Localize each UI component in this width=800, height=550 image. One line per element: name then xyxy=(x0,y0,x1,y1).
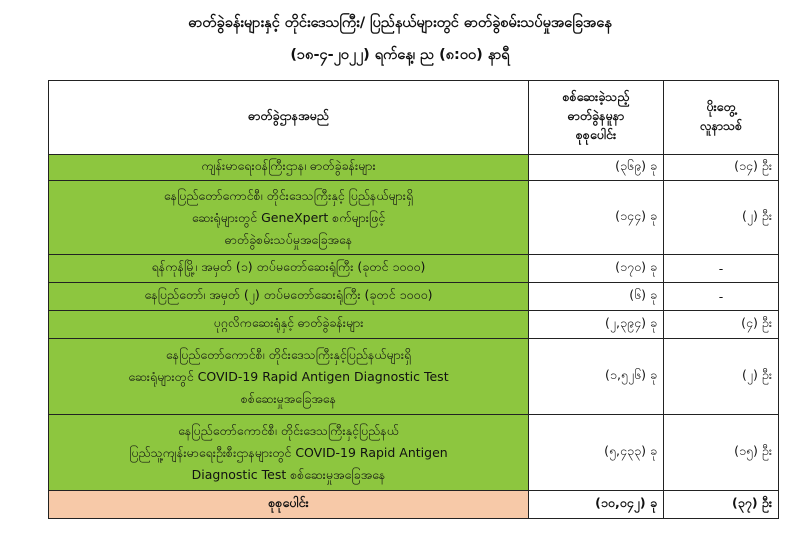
total-positive-cell: (၃၇) ဦး xyxy=(664,491,779,519)
lab-name-line: နေပြည်တော်ကောင်စီ၊ တိုင်းဒေသကြီးနှင့်ပြည်နယ်များရှိ xyxy=(165,346,412,362)
header-lab-name: ဓာတ်ခွဲဌာနအမည် xyxy=(49,81,529,155)
table-row xyxy=(49,311,779,339)
lab-name-cell xyxy=(49,181,529,255)
lab-name-line: ဆေးရုံများတွင် COVID-19 Rapid Antigen Diagnostic Test xyxy=(128,368,449,384)
lab-name-cell xyxy=(49,339,529,415)
lab-name-line: ပြည်သူ့ကျန်းမာရေးဦးစီးဌာနများတွင် COVID-19 Rapid Antigen xyxy=(129,444,448,460)
lab-name-cell: ပုဂ္ဂလိကဆေးရုံနှင့် ဓာတ်ခွဲခန်းများ xyxy=(49,311,529,339)
header-samples-line2: ဓာတ်ခွဲနမူနာ xyxy=(567,108,625,123)
header-cases-line2: လူနာသစ် xyxy=(699,117,743,133)
table-row xyxy=(49,283,779,311)
header-samples-line3: စုစုပေါင်း xyxy=(575,127,617,142)
table-row xyxy=(49,255,779,283)
testing-table xyxy=(48,80,779,519)
total-tested-cell: (၁၀,၀၄၂) ခု xyxy=(529,491,664,519)
lab-name-cell: ကျန်းမာရေးဝန်ကြီးဌာန၊ ဓာတ်ခွဲခန်းများ xyxy=(49,155,529,181)
tested-cell: (၁၇၀) ခု xyxy=(529,255,664,283)
positive-cell: - xyxy=(664,283,779,311)
header-samples-tested xyxy=(529,81,664,155)
lab-name-line: Diagnostic Test စစ်ဆေးမှုအခြေအနေ xyxy=(191,466,386,482)
positive-cell: (၄) ဦး xyxy=(664,311,779,339)
table-total-row xyxy=(49,491,779,519)
table-header-row xyxy=(49,81,779,155)
lab-name-cell xyxy=(49,415,529,491)
table-row xyxy=(49,415,779,491)
positive-cell: - xyxy=(664,255,779,283)
tested-cell: (၁,၅၂၆) ခု xyxy=(529,339,664,415)
page-subtitle-date: (၁၈-၄-၂၀၂၂) ရက်နေ့၊ ည (၈:၀၀) နာရီ xyxy=(290,47,510,63)
table-row xyxy=(49,155,779,181)
header-new-cases xyxy=(664,81,779,155)
tested-cell: (၅,၄၃၃) ခု xyxy=(529,415,664,491)
positive-cell: (၂) ဦး xyxy=(664,181,779,255)
lab-name-cell: နေပြည်တော်၊ အမှတ် (၂) တပ်မတော်ဆေးရုံကြီး (ခုတင် ၁၀၀၀) xyxy=(49,283,529,311)
lab-name-line: နေပြည်တော်ကောင်စီ၊ တိုင်းဒေသကြီးနှင့် ပြည်နယ်များရှိ xyxy=(163,187,414,203)
lab-name-line: စစ်ဆေးမှုအခြေအနေ xyxy=(240,390,337,406)
lab-name-line: ဓာတ်ခွဲစမ်းသပ်မှုအခြေအနေ xyxy=(224,231,353,247)
tested-cell: (၂,၃၉၄) ခု xyxy=(529,311,664,339)
table-row xyxy=(49,339,779,415)
total-label-cell: စုစုပေါင်း xyxy=(49,491,529,519)
positive-cell: (၁၄) ဦး xyxy=(664,155,779,181)
lab-name-line: ဆေးရုံများတွင် GeneXpert စက်များဖြင့် xyxy=(191,209,386,225)
lab-name-cell: ရန်ကုန်မြို့၊ အမှတ် (၁) တပ်မတော်ဆေးရုံကြီး (ခုတင် ၁၀၀၀) xyxy=(49,255,529,283)
tested-cell: (၃၆၉) ခု xyxy=(529,155,664,181)
tested-cell: (၆) ခု xyxy=(529,283,664,311)
header-cases-line1: ပိုးတွေ့ xyxy=(706,98,736,114)
positive-cell: (၂) ဦး xyxy=(664,339,779,415)
header-samples-line1: စစ်ဆေးခဲ့သည့် xyxy=(562,89,630,104)
table-row xyxy=(49,181,779,255)
positive-cell: (၁၅) ဦး xyxy=(664,415,779,491)
lab-name-line: နေပြည်တော်ကောင်စီ၊ တိုင်းဒေသကြီးနှင့်ပြည်နယ် xyxy=(178,422,399,438)
page-title: ဓာတ်ခွဲခန်းများနှင့် တိုင်းဒေသကြီး/ ပြည်နယ်များတွင် ဓာတ်ခွဲစမ်းသပ်မှုအခြေအနေ xyxy=(188,15,612,31)
tested-cell: (၁၄၄) ခု xyxy=(529,181,664,255)
